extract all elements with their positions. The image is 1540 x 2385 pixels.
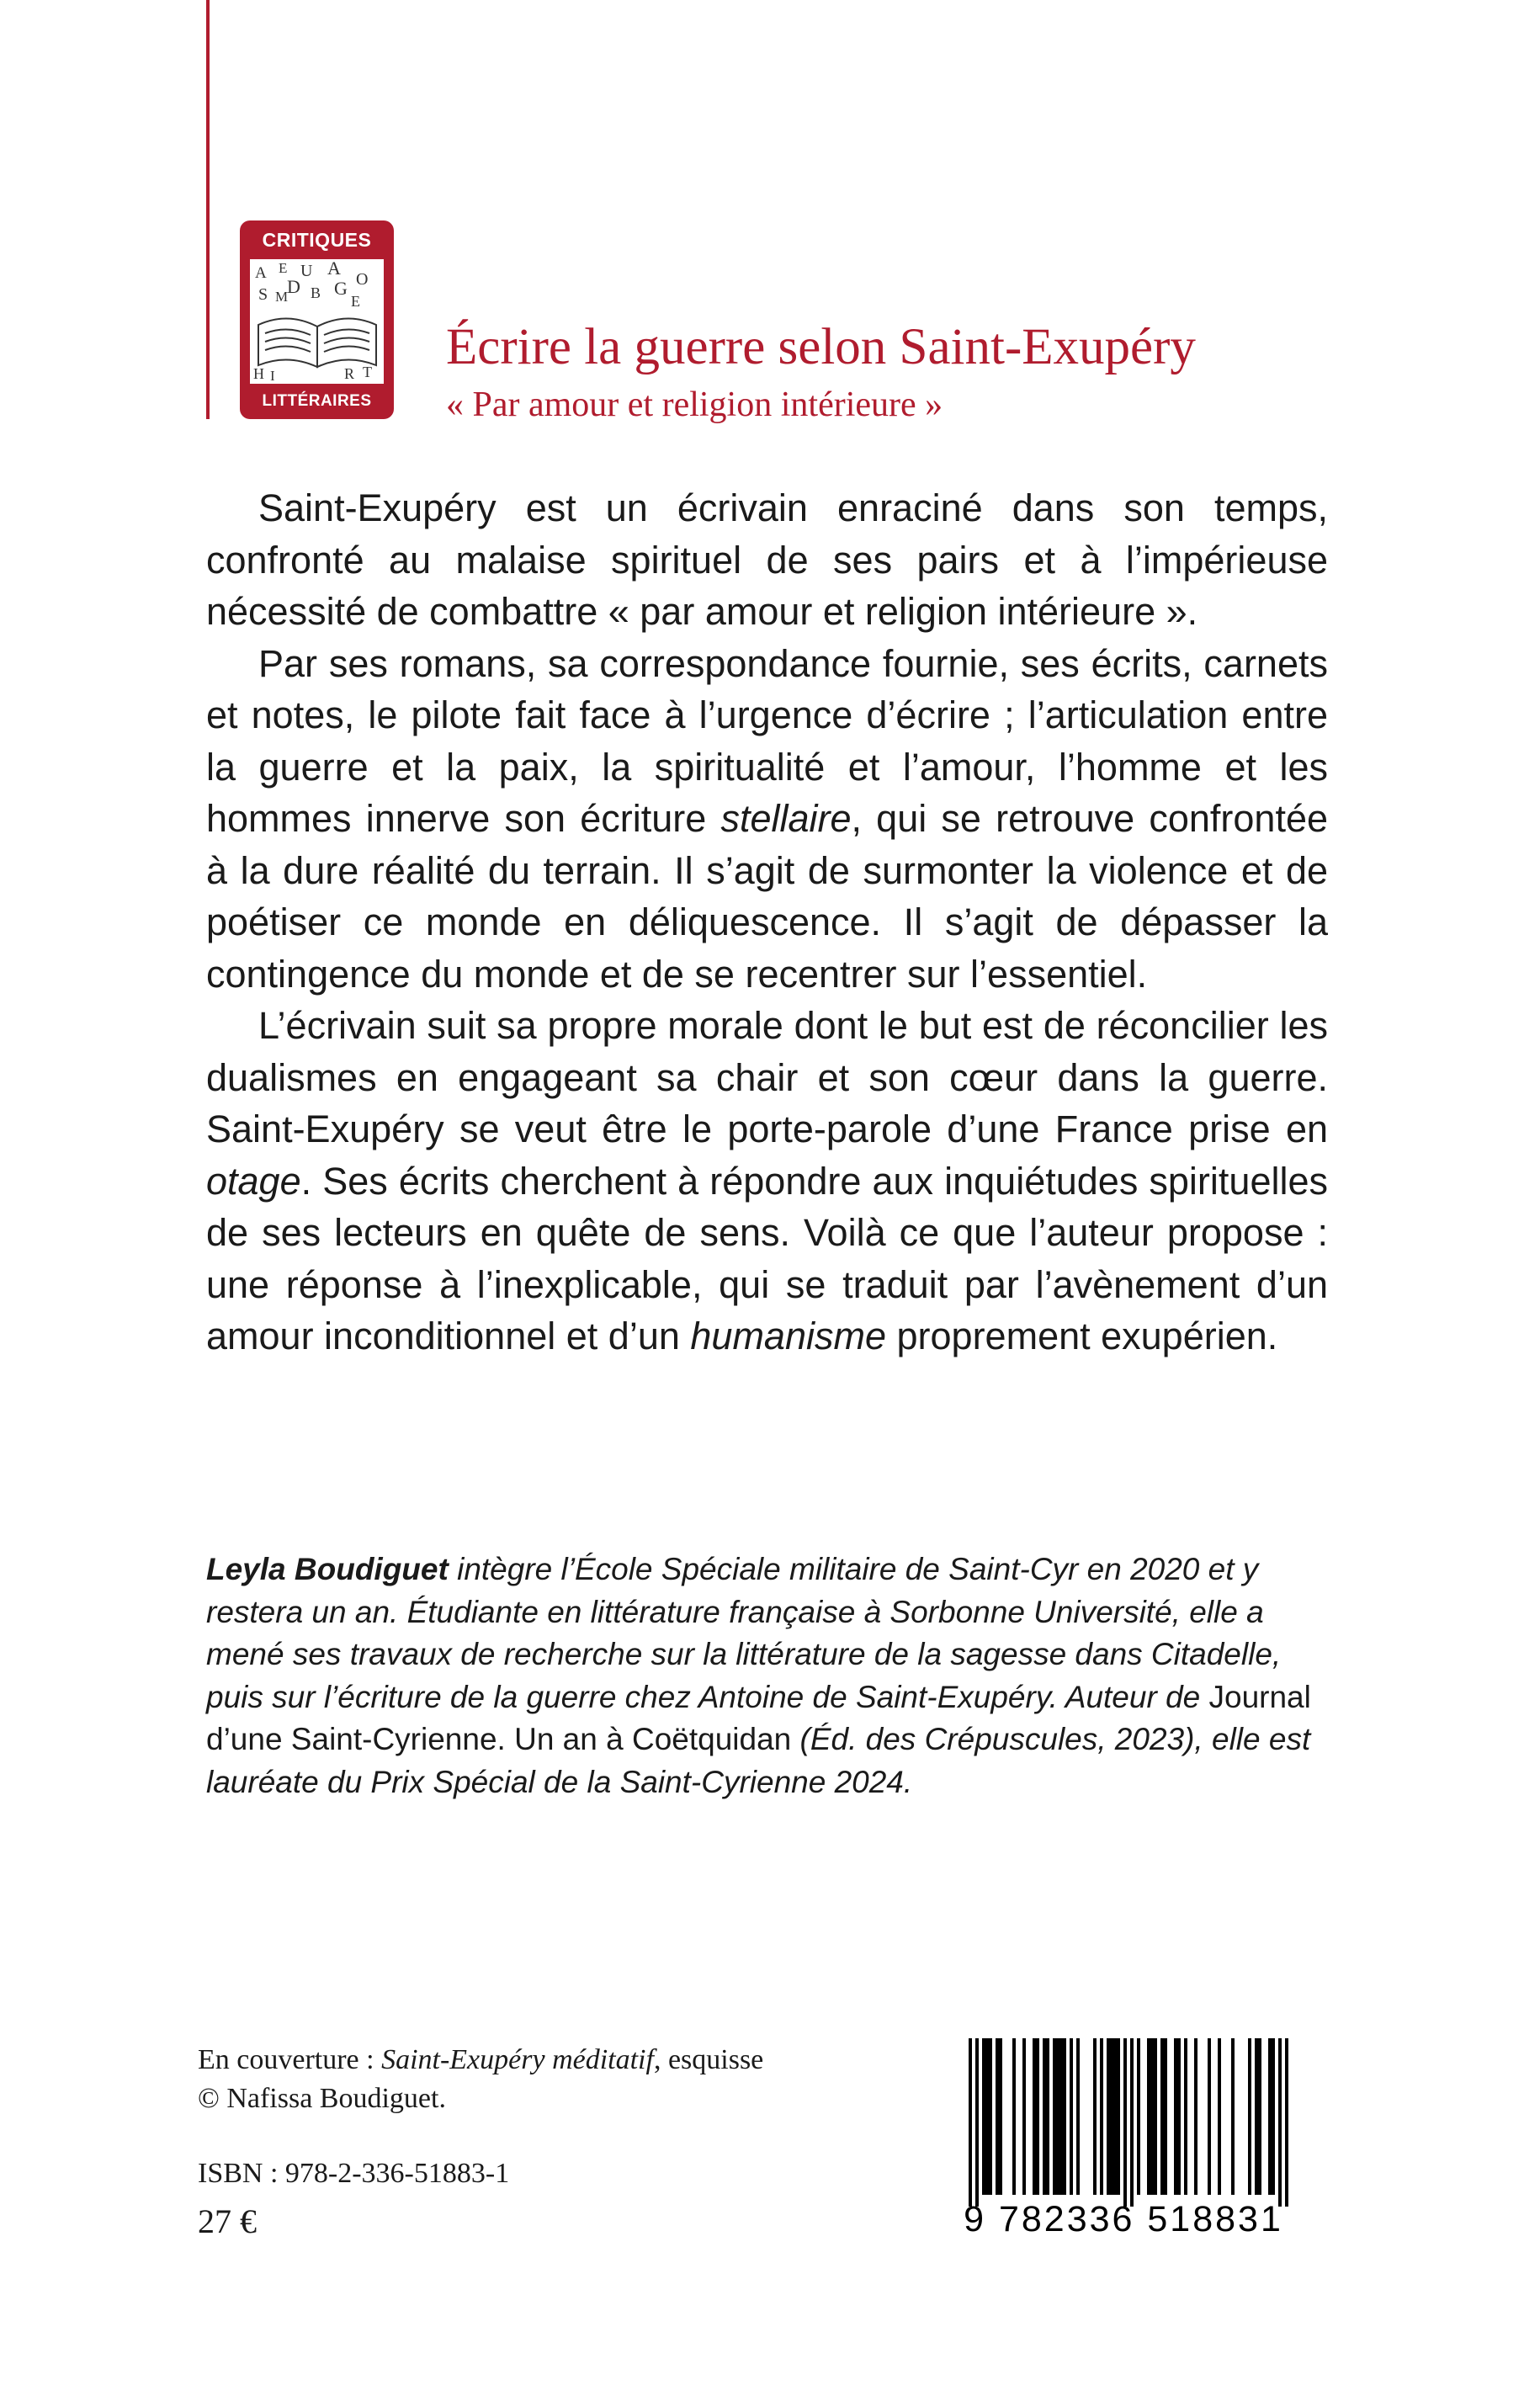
barcode-bar xyxy=(1100,2038,1103,2195)
barcode-bar xyxy=(999,2038,1002,2195)
barcode-bar xyxy=(1164,2038,1167,2195)
book-title: Écrire la guerre selon Saint-Exupéry xyxy=(446,319,1196,375)
barcode-bar xyxy=(1123,2038,1127,2207)
barcode-bar xyxy=(1258,2038,1261,2195)
barcode-bar xyxy=(1063,2038,1066,2195)
barcode-bar xyxy=(1160,2038,1164,2195)
barcode-bar xyxy=(1184,2038,1187,2195)
logo-letter: G xyxy=(334,278,348,299)
logo-letter: R xyxy=(344,365,355,382)
barcode-bar xyxy=(1278,2038,1282,2207)
barcode-bar xyxy=(1059,2038,1063,2195)
open-book-icon xyxy=(250,259,384,384)
barcode-bar xyxy=(1033,2038,1036,2195)
barcode-bar xyxy=(1107,2038,1110,2195)
series-logo-line1: CRITIQUES xyxy=(262,229,372,251)
logo-letter: E xyxy=(279,260,288,276)
barcode-bar xyxy=(1255,2038,1258,2195)
logo-letter: A xyxy=(255,264,267,282)
barcode-bar xyxy=(1194,2038,1197,2195)
barcode xyxy=(938,2038,1309,2239)
emphasis: stellaire xyxy=(720,797,852,840)
barcode-bar xyxy=(1117,2038,1120,2195)
blurb-paragraph-3: L’écrivain suit sa propre morale dont le but est de réconcilier les dualismes en engageant sa chair et son cœur dans la guerre. Saint-Exupéry se veut être le porte-parole d’une France prise en otage. Ses écrits cherchent à répondre aux inquiétudes spirituelles de ses lecteurs en quête de sens. Voilà ce que l’auteur propose : une réponse à l’inexplicable, qui se traduit par l’avènement d’un amour inconditionnel et d’un humanisme proprement exupérien. xyxy=(206,1004,1328,1357)
barcode-bar xyxy=(1113,2038,1117,2195)
barcode-bar xyxy=(989,2038,992,2195)
barcode-bar xyxy=(1076,2038,1080,2195)
barcode-bar xyxy=(1012,2038,1016,2195)
logo-letter: T xyxy=(363,364,372,380)
artwork-title: Saint-Exupéry méditatif xyxy=(381,2044,654,2075)
barcode-bar xyxy=(1036,2038,1039,2195)
barcode-bar xyxy=(975,2038,979,2207)
cover-credit: En couverture : Saint-Exupéry méditatif, esquisse © Nafissa Boudiguet. xyxy=(198,2044,764,2114)
barcode-bar xyxy=(1022,2038,1026,2195)
blurb-paragraph-2: Par ses romans, sa correspondance fournie, ses écrits, carnets et notes, le pilote fait face à l’urgence d’écrire ; l’articulation entre la guerre et la paix, la spiritualité et l’amour, l’homme et les hommes innerve son écriture stellaire, qui se retrouve confrontée à la dure réalité du terrain. Il s’agit de surmonter la violence et de poétiser ce monde en déliquescence. Il s’agit de dépasser la contingence du monde et de se recentrer sur l’essentiel. xyxy=(206,641,1328,996)
logo-letter: H xyxy=(253,365,264,382)
series-logo-panel xyxy=(250,259,384,384)
barcode-bar xyxy=(969,2038,972,2207)
price: 27 € xyxy=(198,2202,257,2240)
series-logo-line2: LITTÉRAIRES xyxy=(262,392,372,410)
logo-letter: O xyxy=(356,270,369,289)
logo-letter: B xyxy=(311,284,321,301)
logo-letter: E xyxy=(351,293,360,310)
barcode-bar xyxy=(996,2038,999,2195)
emphasis: otage xyxy=(206,1159,301,1203)
isbn: ISBN : 978-2-336-51883-1 xyxy=(198,2158,510,2189)
barcode-bar xyxy=(1218,2038,1221,2195)
barcode-bar xyxy=(1056,2038,1059,2195)
logo-letter: M xyxy=(275,289,289,305)
barcode-bar xyxy=(1137,2038,1140,2195)
barcode-bar xyxy=(1110,2038,1113,2195)
series-logo xyxy=(240,220,394,419)
barcode-bar xyxy=(1231,2038,1235,2195)
barcode-digits: 9 782336 518831 xyxy=(964,2199,1283,2239)
barcode-bars xyxy=(938,2038,1309,2207)
author-name: Leyla Boudiguet xyxy=(206,1552,449,1586)
barcode-bar xyxy=(1268,2038,1272,2195)
barcode-bar xyxy=(1130,2038,1134,2207)
barcode-bar xyxy=(1053,2038,1056,2195)
logo-letter: I xyxy=(270,368,275,384)
logo-letter: S xyxy=(258,285,268,304)
emphasis: humanisme xyxy=(690,1315,886,1357)
logo-letter: D xyxy=(287,276,300,297)
book-reference: Journal d’une Saint-Cyrienne. Un an à Coëtquidan xyxy=(206,1679,1311,1756)
barcode-bar xyxy=(982,2038,985,2195)
barcode-bar xyxy=(1272,2038,1275,2195)
barcode-bar xyxy=(985,2038,989,2195)
barcode-bar xyxy=(1285,2038,1288,2207)
barcode-bar xyxy=(1174,2038,1177,2195)
barcode-bar xyxy=(1208,2038,1211,2195)
barcode-bar xyxy=(1248,2038,1251,2195)
barcode-bar xyxy=(1093,2038,1097,2195)
barcode-bar xyxy=(1070,2038,1073,2195)
blurb-paragraph-1: Saint-Exupéry est un écrivain enraciné dans son temps, confronté au malaise spirituel de ses pairs et à l’impérieuse nécessité de combattre « par amour et religion intérieure ». xyxy=(206,486,1328,633)
barcode-bar xyxy=(1154,2038,1157,2195)
cover-accent-rule xyxy=(206,0,210,419)
barcode-bar xyxy=(1043,2038,1046,2195)
author-bio: Leyla Boudiguet intègre l’École Spéciale militaire de Saint-Cyr en 2020 et y restera un an. Étudiante en littérature française à Sorbonne Université, elle a mené ses travaux de recherche sur la littérature de la sagesse dans Citadelle, puis sur l’écriture de la guerre chez Antoine de Saint-Exupéry. Auteur de Journal d’une Saint-Cyrienne. Un an à Coëtquidan (Éd. des Crépuscules, 2023), elle est lauréate du Prix Spécial de la Saint-Cyrienne 2024. xyxy=(206,1552,1311,1799)
blurb xyxy=(206,482,1328,1362)
barcode-bar xyxy=(1150,2038,1154,2195)
logo-letter: A xyxy=(327,259,341,279)
barcode-bar xyxy=(1177,2038,1181,2195)
book-subtitle: « Par amour et religion intérieure » xyxy=(446,385,943,424)
logo-letter: U xyxy=(300,262,313,280)
barcode-bar xyxy=(1046,2038,1049,2195)
barcode-bar xyxy=(1147,2038,1150,2195)
